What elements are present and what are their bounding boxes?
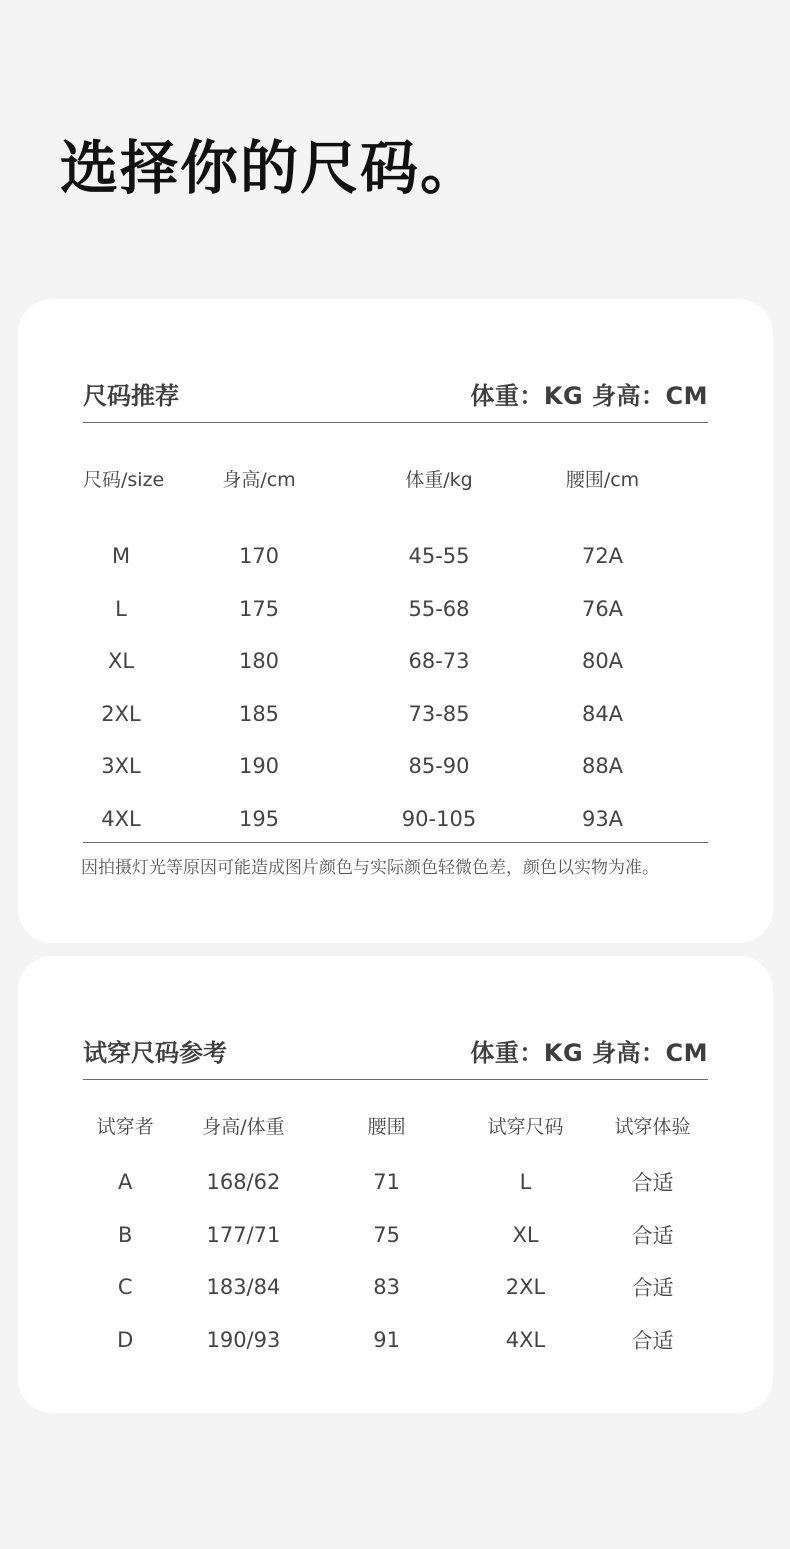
table-row	[83, 793, 708, 846]
cell-waist: 76A	[581, 596, 624, 621]
cell-waist: 71	[373, 1170, 401, 1195]
cell-tester: D	[117, 1327, 134, 1352]
cell-weight: 85-90	[408, 754, 470, 779]
size-card-title: 尺码推荐	[83, 381, 179, 410]
cell-height: 175	[238, 596, 280, 621]
table-row	[83, 1314, 708, 1367]
cell-height: 190	[238, 754, 280, 779]
size-card-header	[83, 373, 708, 413]
cell-tester: A	[118, 1170, 133, 1195]
try-card-title: 试穿尺码参考	[83, 1038, 227, 1067]
header-size: 尺码/size	[83, 468, 165, 491]
cell-try-size: L	[519, 1170, 532, 1195]
table-row	[83, 1156, 708, 1209]
header-height-weight: 身高/体重	[202, 1115, 285, 1138]
cell-weight: 45-55	[408, 544, 470, 569]
cell-size: M	[111, 544, 131, 569]
cell-waist: 93A	[581, 806, 624, 831]
cell-tester: C	[117, 1275, 133, 1300]
cell-size: 4XL	[101, 806, 141, 831]
cell-height-weight: 168/62	[206, 1170, 281, 1195]
cell-waist: 88A	[581, 754, 624, 779]
try-table-header	[83, 1106, 708, 1144]
cell-try-size: 2XL	[505, 1275, 546, 1300]
cell-height-weight: 177/71	[206, 1222, 281, 1247]
cell-height: 195	[238, 806, 280, 831]
size-table	[83, 459, 708, 845]
header-try-size: 试穿尺码	[487, 1115, 564, 1138]
cell-size: XL	[107, 649, 135, 674]
table-row	[83, 530, 708, 583]
table-row	[83, 1261, 708, 1314]
cell-height: 180	[238, 649, 280, 674]
divider	[83, 422, 708, 423]
cell-try-experience: 合适	[631, 1223, 674, 1248]
header-waist: 腰围/cm	[565, 468, 640, 491]
table-row	[83, 1209, 708, 1262]
try-card-units: 体重：KG 身高：CM	[470, 1038, 708, 1067]
cell-try-size: XL	[512, 1222, 539, 1247]
cell-waist: 72A	[581, 544, 624, 569]
cell-size: 3XL	[101, 754, 141, 779]
cell-height-weight: 183/84	[206, 1275, 281, 1300]
cell-height: 185	[238, 701, 280, 726]
cell-try-experience: 合适	[631, 1276, 674, 1301]
size-card-units: 体重：KG 身高：CM	[470, 381, 708, 410]
size-recommendation-card	[18, 299, 773, 943]
cell-weight: 68-73	[408, 649, 470, 674]
cell-waist: 83	[373, 1275, 401, 1300]
size-table-header	[83, 459, 708, 497]
table-row	[83, 688, 708, 741]
cell-try-experience: 合适	[631, 1328, 674, 1353]
cell-waist: 75	[373, 1222, 401, 1247]
header-waist: 腰围	[367, 1115, 406, 1138]
cell-height: 170	[238, 544, 280, 569]
try-on-table	[83, 1106, 708, 1366]
cell-weight: 73-85	[408, 701, 470, 726]
divider	[83, 842, 708, 843]
cell-tester: B	[117, 1222, 133, 1247]
header-weight: 体重/kg	[405, 468, 473, 491]
table-row	[83, 740, 708, 793]
cell-waist: 80A	[581, 649, 624, 674]
cell-try-size: 4XL	[505, 1327, 546, 1352]
page-title: 选择你的尺码。	[60, 134, 481, 202]
try-card-header	[83, 1030, 708, 1070]
divider	[83, 1079, 708, 1080]
color-disclaimer-note: 因拍摄灯光等原因可能造成图片颜色与实际颜色轻微色差，颜色以实物为准。	[81, 858, 659, 878]
cell-size: 2XL	[101, 701, 141, 726]
cell-height-weight: 190/93	[206, 1327, 281, 1352]
header-tester: 试穿者	[96, 1115, 154, 1138]
header-try-experience: 试穿体验	[614, 1115, 691, 1138]
cell-waist: 84A	[581, 701, 624, 726]
table-row	[83, 583, 708, 636]
cell-waist: 91	[373, 1327, 401, 1352]
cell-size: L	[115, 596, 127, 621]
table-row	[83, 635, 708, 688]
header-height: 身高/cm	[222, 468, 296, 491]
cell-try-experience: 合适	[631, 1171, 674, 1196]
try-on-reference-card	[18, 956, 773, 1413]
cell-weight: 55-68	[408, 596, 470, 621]
cell-weight: 90-105	[401, 806, 477, 831]
